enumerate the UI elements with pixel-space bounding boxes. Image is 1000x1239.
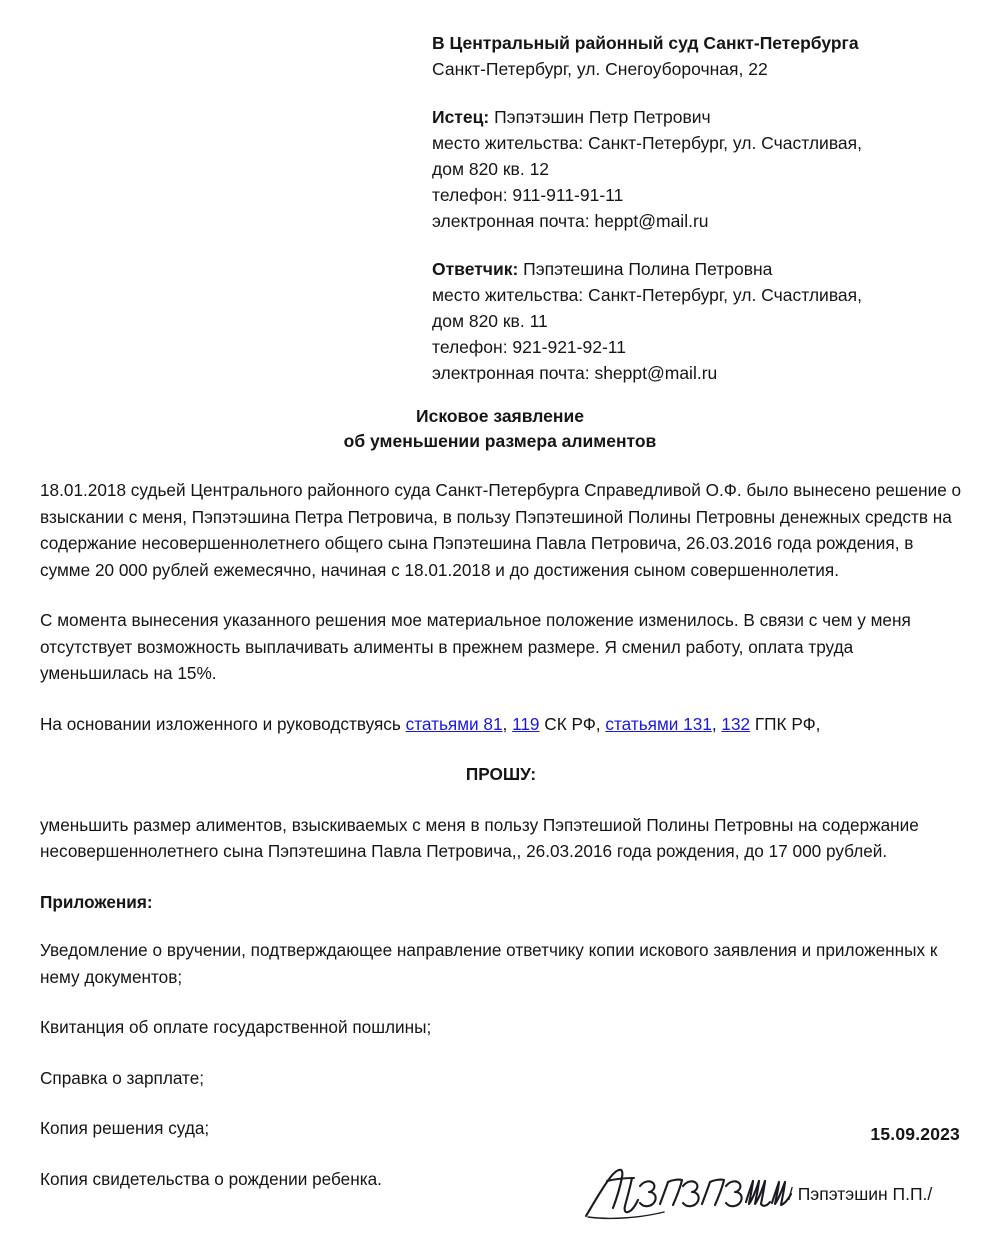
plaintiff-name-line (432, 104, 972, 130)
attachments-heading: Приложения: (40, 891, 153, 912)
legal-basis-paragraph (40, 711, 962, 738)
document-body (40, 477, 962, 1216)
attachment-item: Копия решения суда; (40, 1118, 210, 1138)
attachment-item: Уведомление о вручении, подтверждающее направление ответчику копии искового заявления и приложенных к нему документов; (40, 940, 938, 987)
attachment-item: Квитанция об оплате государственной пошлины; (40, 1017, 432, 1037)
plaintiff-role-label: Истец: (432, 107, 490, 127)
defendant-residence: место жительства: Санкт-Петербург, ул. Счастливая, (432, 285, 862, 305)
signature-date: 15.09.2023 (870, 1124, 960, 1144)
document-title-line-2: об уменьшении размера алиментов (343, 431, 657, 451)
plaintiff-name: Пэпэтэшин Петр Петрович (494, 107, 711, 127)
plaintiff-phone: телефон: 911-911-91-11 (432, 185, 624, 205)
plaintiff-email: электронная почта: heppt@mail.ru (432, 211, 709, 231)
legal-basis-middle: СК РФ, (539, 713, 606, 734)
defendant-residence-continued: дом 820 кв. 11 (432, 311, 548, 331)
plaintiff-block (432, 104, 972, 234)
statute-link-132[interactable]: 132 (721, 713, 751, 734)
statute-link-81[interactable]: статьями 81 (405, 713, 503, 734)
body-paragraph-1: 18.01.2018 судьей Центрального районного суда Санкт-Петербурга Справедливой О.Ф. было вынесено решение о взыскании с меня, Пэпэтэшина Петра Петровича, в пользу Пэпэтешиной Полины Петровны денежных средств на содержание несовершеннолетнего общего сына Пэпэтешина Павла Петровича, 26.03.2016 года рождения, в сумме 20 000 рублей ежемесячно, начиная с 18.01.2018 и до достижения сыном совершеннолетия. (40, 480, 962, 580)
document-title (0, 404, 1000, 454)
court-name: В Центральный районный суд Санкт-Петербурга (432, 33, 859, 53)
plaintiff-residence-continued: дом 820 кв. 12 (432, 159, 550, 179)
defendant-name: Пэпэтешина Полина Петровна (523, 259, 773, 279)
signature-name-label: / Пэпэтэшин П.П./ (788, 1184, 933, 1204)
defendant-role-label: Ответчик: (432, 259, 519, 279)
body-paragraph-2: С момента вынесения указанного решения мое материальное положение изменилось. В связи с чем у меня отсутствует возможность выплачивать алименты в прежнем размере. Я сменил работу, оплата труда уменьшилась на 15%. (40, 610, 911, 683)
legal-basis-prefix: На основании изложенного и руководствуясь (40, 713, 406, 734)
defendant-block (432, 256, 972, 386)
attachment-item: Копия свидетельства о рождении ребенка. (40, 1168, 382, 1189)
plaintiff-residence: место жительства: Санкт-Петербург, ул. Счастливая, (432, 133, 862, 153)
request-text: уменьшить размер алиментов, взыскиваемых с меня в пользу Пэпэтешиой Полины Петровны на содержание несовершеннолетнего сына Пэпэтешина Павла Петровича,, 26.03.2016 года рождения, до 17 000 рублей. (40, 814, 919, 861)
legal-basis-separator-1: , (502, 713, 513, 734)
statute-link-119[interactable]: 119 (512, 713, 540, 734)
request-heading: ПРОШУ: (465, 764, 537, 784)
defendant-name-line (432, 256, 972, 282)
handwritten-signature-icon (580, 1162, 795, 1224)
statute-link-131[interactable]: статьями 131 (605, 713, 712, 734)
document-title-line-1: Исковое заявление (416, 406, 584, 426)
document-header (432, 30, 972, 386)
legal-basis-suffix: ГПК РФ, (750, 713, 821, 734)
signature-row (560, 1168, 962, 1230)
court-address: Санкт-Петербург, ул. Снегоуборочная, 22 (432, 59, 768, 79)
legal-basis-separator-2: , (711, 713, 722, 734)
defendant-email: электронная почта: sheppt@mail.ru (432, 363, 718, 383)
attachment-item: Справка о зарплате; (40, 1067, 205, 1088)
defendant-phone: телефон: 921-921-92-11 (432, 337, 626, 357)
